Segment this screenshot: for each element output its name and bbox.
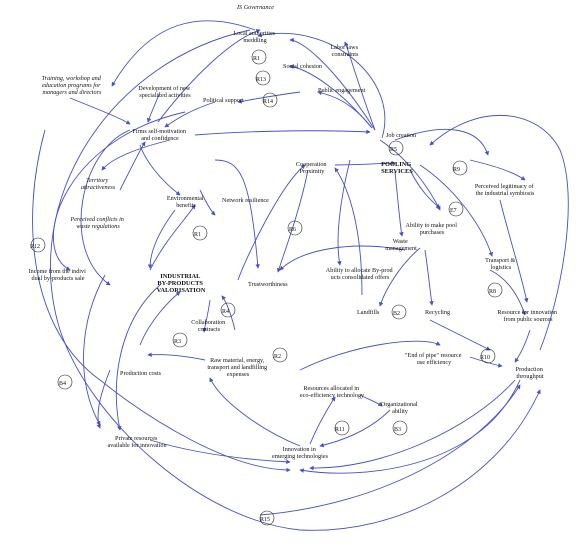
loop-r9 [453,161,467,175]
svg-text:R8: R8 [489,289,497,295]
loop-r11 [335,421,349,435]
node-is-governance: IS Governance [237,4,274,11]
node-raw-material: Raw material, energy, transport and landfilling expenses [207,357,268,378]
svg-text:B2: B2 [393,311,401,317]
node-social-cohesion: Social cohesion [283,63,323,70]
node-job-creation: Job creation [386,132,417,139]
node-collaboration: Collaboration contracts [191,319,226,333]
node-perceived-conflicts: Perceived conflicts in waste regulations [70,216,124,230]
node-income: Income from the indivi dual by-products sale [28,268,86,282]
loop-r12 [30,238,45,252]
svg-text:R15: R15 [260,517,271,523]
loop-r4 [221,303,235,317]
node-resources-eco: Resources allocated in eco-efficiency technology [299,385,365,399]
svg-text:E7: E7 [450,208,457,214]
loop-r3 [173,333,187,347]
svg-text:R12: R12 [30,244,41,250]
node-pooling-services: POOLING SERVICES [381,161,413,175]
loop-r2 [273,348,287,362]
node-perceived-legitimacy: Perceived legitimacy of the industrial symbiosis [474,183,535,197]
svg-text:R3: R3 [174,339,182,345]
node-ability-pool: Ability to make pool purchases [405,222,457,236]
loop-r14 [263,93,277,107]
loop-r7 [449,202,463,216]
svg-text:R13: R13 [256,77,267,83]
loop-b1 [252,50,266,64]
svg-text:R14: R14 [263,99,274,105]
loop-r15 [260,511,274,525]
svg-text:R5: R5 [390,147,398,153]
node-end-of-pipe: "End of pipe" resource use efficiency [405,352,462,366]
node-transport-logistics: Transport & logistics [485,257,516,271]
svg-text:R9: R9 [453,167,461,173]
node-industrial-valorisation: INDUSTRIAL BY-PRODUCTS VALORISATION [156,273,206,294]
node-organizational-ability: Organizational ability [380,401,418,415]
node-training: Training, workshop and education programs for managers and directors [41,75,102,96]
loop-r13 [256,71,270,85]
node-local-authorities: Local authorities meddling [233,30,276,44]
loop-b2 [392,305,406,319]
node-landfills: Landfills [357,309,380,316]
node-waste-management: Waste management [385,238,417,252]
node-environmental-benefits: Environmental benefits [166,195,204,209]
svg-text:B3: B3 [394,427,402,433]
loop-r5 [389,141,403,155]
node-labor-laws: Labor laws constraints [330,44,359,58]
loop-b3 [393,421,407,435]
svg-text:R1: R1 [253,56,261,62]
node-cooperation: Cooperation Proximity [295,161,327,175]
node-innovation: Innovation in emerging technologies [271,446,329,460]
node-recycling: Recycling [425,309,451,316]
node-private-resources: Private resources available for innovation [107,435,167,449]
node-resource-public: Resource for innovation from public sources [497,309,558,323]
node-production-costs: Production costs [120,370,162,377]
node-territory: Territory attractiveness [80,177,116,191]
node-public-engagement: Public engagement [318,87,366,94]
svg-text:R11: R11 [335,427,345,433]
node-dev-activities: Development of new specialized activities [138,85,191,99]
svg-text:R10: R10 [480,355,491,361]
loop-r6 [288,221,302,235]
node-political-support: Political support [203,97,244,104]
svg-text:R4: R4 [222,309,230,315]
loop-r1 [193,226,207,240]
node-firms-motivation: Firms self-motivation and confidence [132,128,187,142]
svg-text:R1: R1 [194,232,202,238]
node-network-resilience: Network resilience [222,197,269,204]
loop-r8 [488,283,502,297]
loop-b4 [58,375,72,389]
svg-text:B4: B4 [59,381,67,387]
loop-r10 [480,349,495,363]
node-ability-allocate: Ability to allocate By-prod ucts consolidated offers [325,267,393,281]
node-production-throughput: Production throughput [515,366,544,380]
svg-text:R2: R2 [274,354,282,360]
node-trustworthiness: Trustworthiness [248,281,288,288]
svg-text:R6: R6 [289,227,297,233]
